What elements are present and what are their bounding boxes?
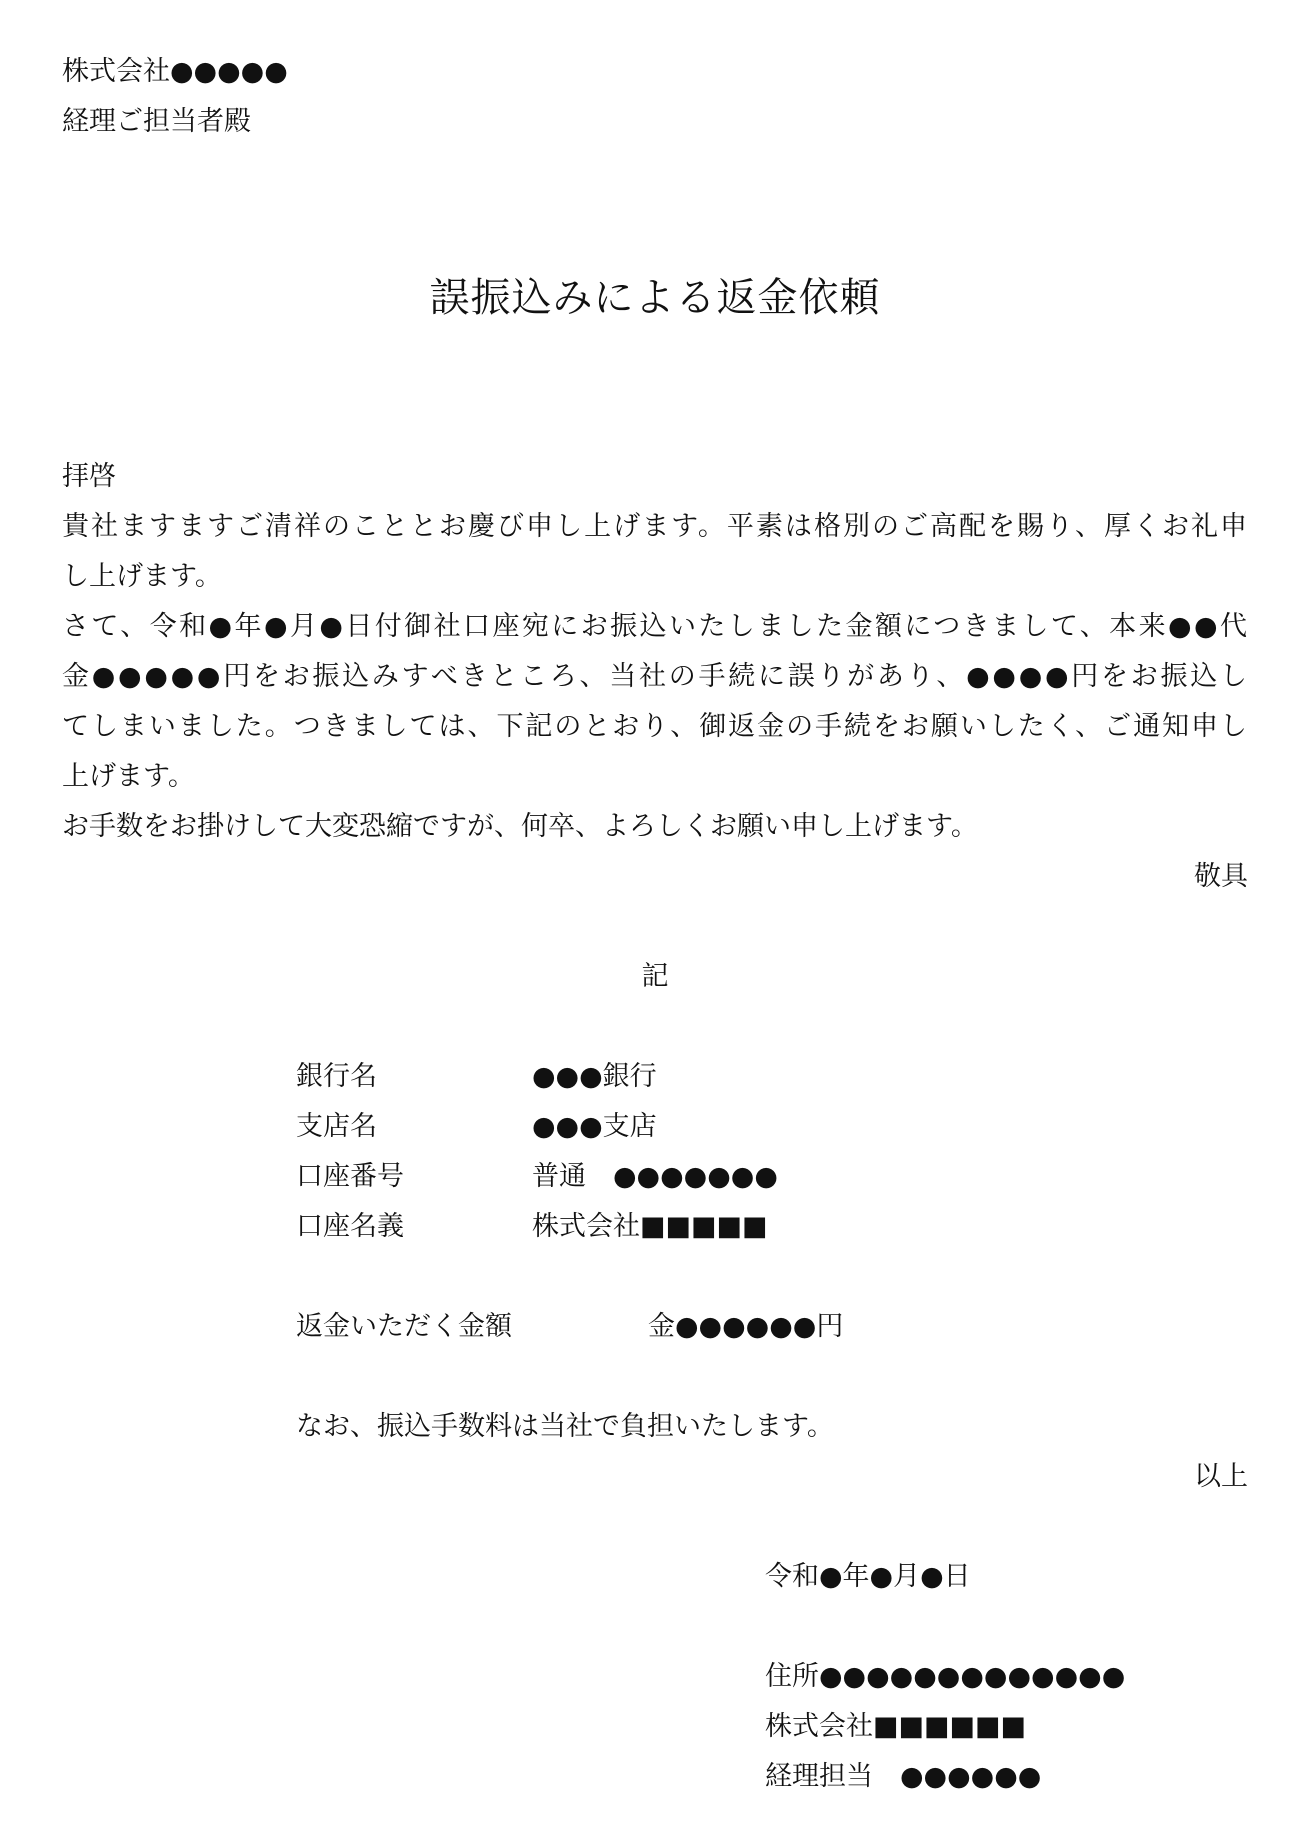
bank-name-label: 銀行名 (296, 1061, 377, 1092)
closing-keigu: 敬具 (1194, 861, 1248, 892)
sender-date: 令和●年●月●日 (765, 1561, 971, 1592)
body-line: し上げます。 (62, 561, 222, 592)
sender-company: 株式会社■■■■■■ (765, 1711, 1027, 1742)
sender-accounting: 経理担当 ●●●●●● (765, 1761, 1042, 1792)
body-line: 金●●●●●円をお振込みすべきところ、当社の手続に誤りがあり、●●●●円をお振込し (62, 661, 1247, 692)
account-name-label: 口座名義 (296, 1211, 404, 1242)
ki-heading: 記 (641, 961, 669, 992)
fee-note: なお、振込手数料は当社で負担いたします。 (296, 1411, 834, 1442)
recipient-company: 株式会社●●●●● (62, 56, 288, 87)
refund-amount-value: 金●●●●●●円 (648, 1311, 844, 1342)
document-title: 誤振込みによる返金依頼 (429, 275, 881, 321)
branch-name-value: ●●●支店 (532, 1111, 657, 1142)
salutation: 拝啓 (62, 461, 116, 492)
sender-address: 住所●●●●●●●●●●●●● (765, 1661, 1126, 1692)
bank-name-value: ●●●銀行 (532, 1061, 657, 1092)
body-line: 貴社ますますご清祥のこととお慶び申し上げます。平素は格別のご高配を賜り、厚くお礼申 (62, 511, 1247, 542)
account-number-label: 口座番号 (296, 1161, 404, 1192)
body-line: お手数をお掛けして大変恐縮ですが、何卒、よろしくお願い申し上げます。 (62, 811, 978, 842)
refund-amount-label: 返金いただく金額 (296, 1311, 512, 1342)
body-line: てしまいました。つきましては、下記のとおり、御返金の手続をお願いしたく、ご通知申し (62, 711, 1247, 742)
body-line: さて、令和●年●月●日付御社口座宛にお振込いたしました金額につきまして、本来●●代 (62, 611, 1247, 642)
account-number-value: 普通 ●●●●●●● (532, 1161, 778, 1192)
branch-name-label: 支店名 (296, 1111, 377, 1142)
account-name-value: 株式会社■■■■■ (532, 1211, 768, 1242)
closing-ijou: 以上 (1194, 1461, 1248, 1492)
recipient-person: 経理ご担当者殿 (62, 106, 251, 137)
body-line: 上げます。 (62, 761, 195, 792)
